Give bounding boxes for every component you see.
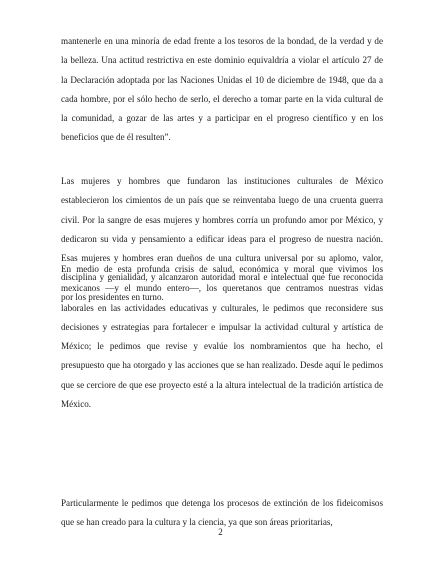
paragraph-declaration-quote: mantenerle en una minoría de edad frente a los tesoros de la bondad, de la verdad y de la belleza. Una actitud restrictiva en este dominio equivaldría a violar el artículo 27 de la Declaración adoptada por las Naciones Unidas el 10 de diciembre de 1948, que da a cada hombre, por el sólo hecho de serlo, el derecho a tomar parte en la vida cultural de la comunidad, a gozar de las artes y a participar en el progreso científico y en los beneficios que de él resulten”. <box>61 36 383 143</box>
page-number: 2 <box>218 527 223 537</box>
paragraph-founders: Las mujeres y hombres que fundaron las instituciones culturales de México establecieron los cimientos de un país que se reinventaba luego de una cruenta guerra civil. Por la sangre de esas mujeres y hombres corría un profundo amor por México, y dedicaron su vida y pensamiento a edificar ideas para el progreso de nuestra nación. Esas mujeres y hombres eran dueños de una cultura universal por su aplomo, valor, disciplina y genialidad, y alcanzaron autoridad moral e intelectual que fue reconocida por los presidentes en turno. <box>61 176 383 302</box>
paragraph-fideicomisos: Particularmente le pedimos que detenga los procesos de extinción de los fideicomisos que se han creado para la cultura y la ciencia, ya que son áreas prioritarias, <box>61 498 383 528</box>
paragraph-crisis-request: En medio de esta profunda crisis de salud, económica y moral que vivimos los mexicanos —y el mundo entero—, los queretanos que centramos nuestras vidas laborales en las actividades educativas y culturales, le pedimos que reconsidere sus decisiones y estrategias para fortalecer e impulsar la actividad cultural y artística de México; le pedimos que revise y evalúe los nombramientos que ha hecho, el presupuesto que ha otorgado y las acciones que se han realizado. Desde aquí le pedimos que se cerciore de que ese proyecto esté a la altura intelectual de la tradición artística de México. <box>61 264 383 410</box>
